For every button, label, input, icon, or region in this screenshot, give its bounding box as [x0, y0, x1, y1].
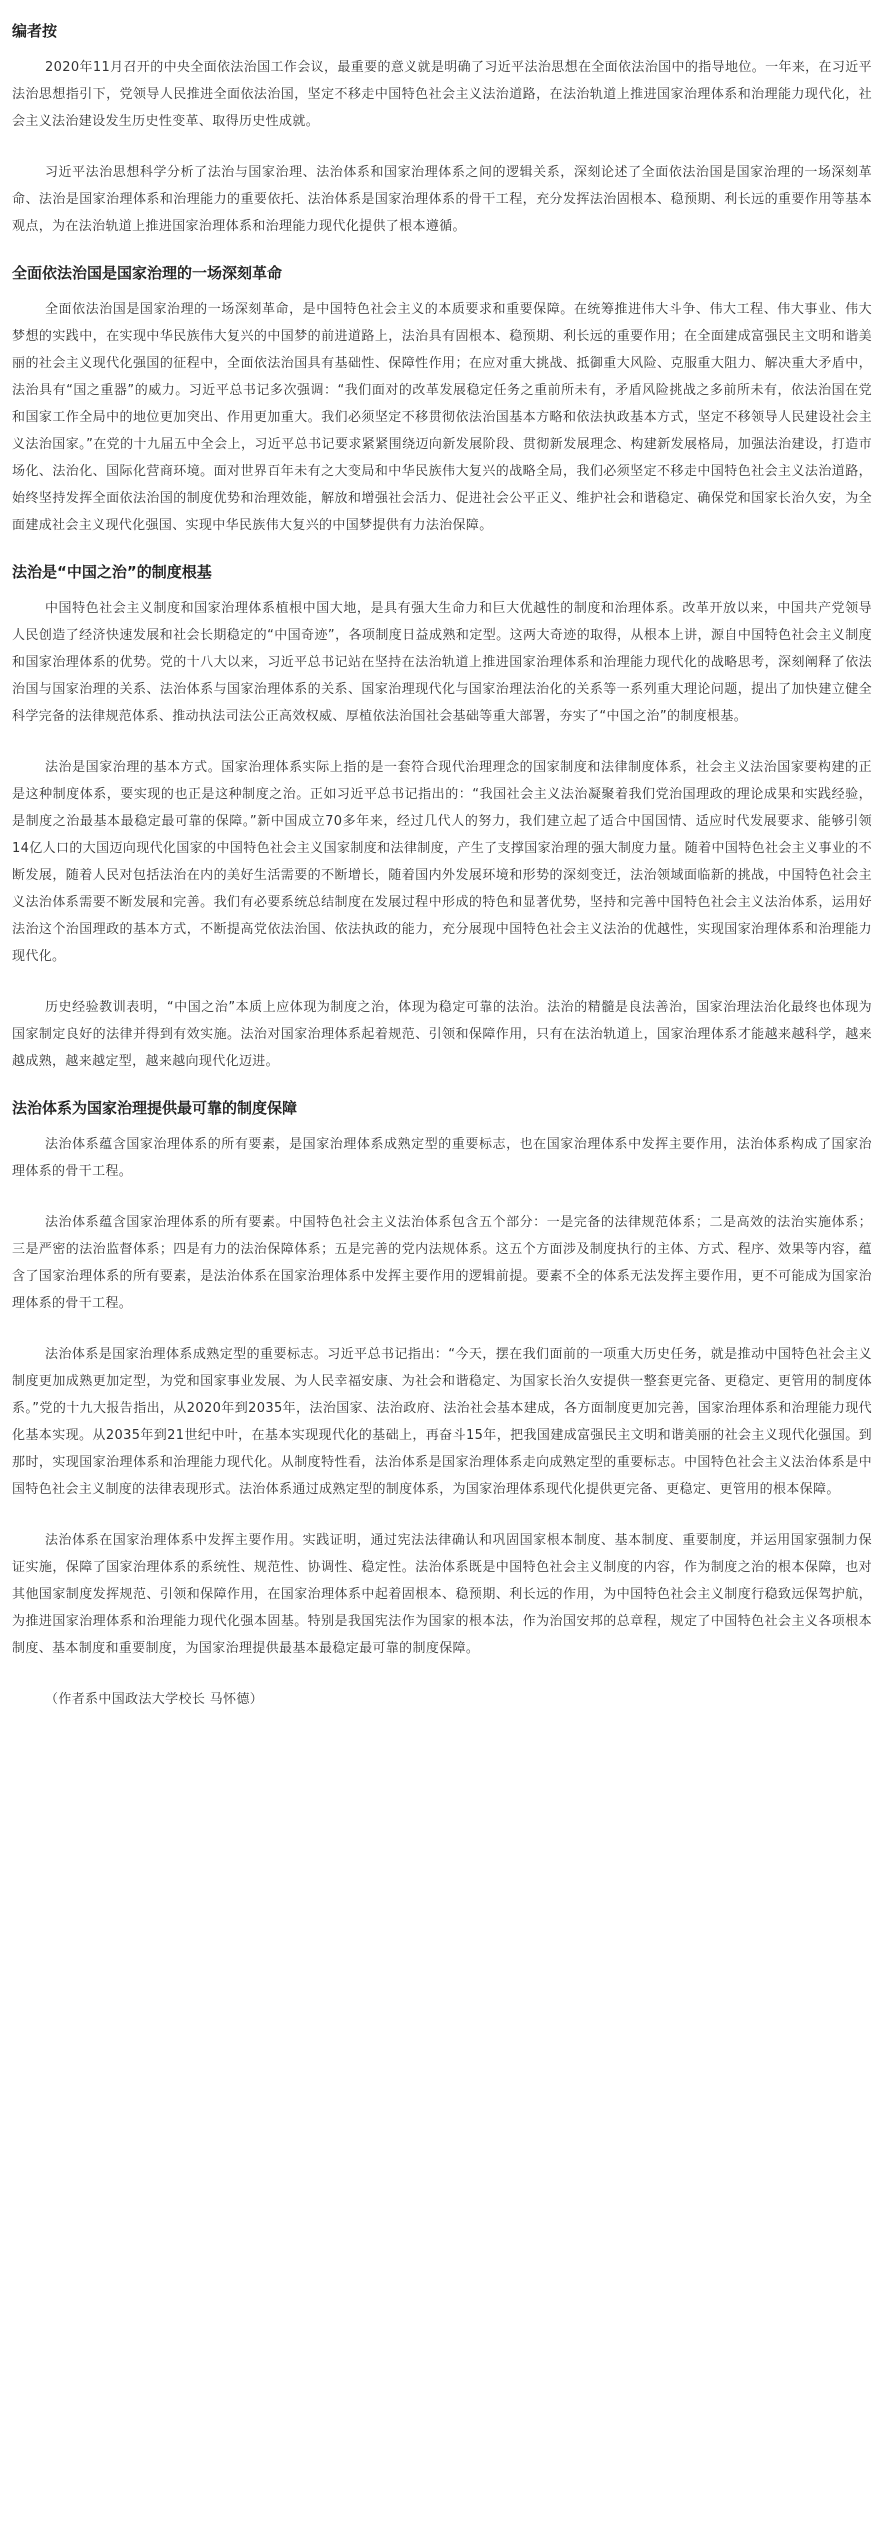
section-2-heading: 法治是“中国之治”的制度根基 — [12, 563, 212, 581]
section-3-paragraph-1: 法治体系蕴含国家治理体系的所有要素，是国家治理体系成熟定型的重要标志，也在国家治理体系中发挥主要作用，法治体系构成了国家治理体系的骨干工程。 — [12, 1137, 872, 1179]
author-byline: （作者系中国政法大学校长 马怀德） — [45, 1692, 264, 1707]
section-2-paragraph-1: 中国特色社会主义制度和国家治理体系植根中国大地，是具有强大生命力和巨大优越性的制度和治理体系。改革开放以来，中国共产党领导人民创造了经济快速发展和社会长期稳定的“中国奇迹”，各项制度日益成熟和定型。这两大奇迹的取得，从根本上讲，源自中国特色社会主义制度和国家治理体系的优势。党的十八大以来，习近平总书记站在坚持在法治轨道上推进国家治理体系和治理能力现代化的战略思考，深刻阐释了依法治国与国家治理的关系、法治体系与国家治理体系的关系、国家治理现代化与国家治理法治化的关系等一系列重大理论问题，提出了加快建立健全科学完备的法律规范体系、推动执法司法公正高效权威、厚植依法治国社会基础等重大部署，夯实了“中国之治”的制度根基。 — [12, 601, 872, 724]
section-3-heading: 法治体系为国家治理提供最可靠的制度保障 — [12, 1099, 298, 1117]
editor-note-paragraph-2: 习近平法治思想科学分析了法治与国家治理、法治体系和国家治理体系之间的逻辑关系，深刻论述了全面依法治国是国家治理的一场深刻革命、法治是国家治理体系和治理能力的重要依托、法治体系是国家治理体系的骨干工程，充分发挥法治固根本、稳预期、利长远的重要作用等基本观点，为在法治轨道上推进国家治理体系和治理能力现代化提供了根本遵循。 — [12, 165, 872, 234]
section-3-paragraph-2: 法治体系蕴含国家治理体系的所有要素。中国特色社会主义法治体系包含五个部分：一是完备的法律规范体系；二是高效的法治实施体系；三是严密的法治监督体系；四是有力的法治保障体系；五是完善的党内法规体系。这五个方面涉及制度执行的主体、方式、程序、效果等内容，蕴含了国家治理体系的所有要素，是法治体系在国家治理体系中发挥主要作用的逻辑前提。要素不全的体系无法发挥主要作用，更不可能成为国家治理体系的骨干工程。 — [12, 1215, 872, 1311]
section-1-heading: 全面依法治国是国家治理的一场深刻革命 — [12, 264, 283, 282]
editor-note-paragraph-1: 2020年11月召开的中央全面依法治国工作会议，最重要的意义就是明确了习近平法治思想在全面依法治国中的指导地位。一年来，在习近平法治思想指引下，党领导人民推进全面依法治国，坚定不移走中国特色社会主义法治道路，在法治轨道上推进国家治理体系和治理能力现代化，社会主义法治建设发生历史性变革、取得历史性成就。 — [12, 60, 872, 129]
section-1-paragraph-1: 全面依法治国是国家治理的一场深刻革命，是中国特色社会主义的本质要求和重要保障。在统筹推进伟大斗争、伟大工程、伟大事业、伟大梦想的实践中，在实现中华民族伟大复兴的中国梦的前进道路上，法治具有固根本、稳预期、利长远的重要作用；在全面建成富强民主文明和谐美丽的社会主义现代化强国的征程中，全面依法治国具有基础性、保障性作用；在应对重大挑战、抵御重大风险、克服重大阻力、解决重大矛盾中，法治具有“国之重器”的威力。习近平总书记多次强调：“我们面对的改革发展稳定任务之重前所未有，矛盾风险挑战之多前所未有，依法治国在党和国家工作全局中的地位更加突出、作用更加重大。我们必须坚定不移贯彻依法治国基本方略和依法执政基本方式，坚定不移领导人民建设社会主义法治国家。”在党的十九届五中全会上，习近平总书记要求紧紧围绕迈向新发展阶段、贯彻新发展理念、构建新发展格局，加强法治建设，打造市场化、法治化、国际化营商环境。面对世界百年未有之大变局和中华民族伟大复兴的战略全局，我们必须坚定不移走中国特色社会主义法治道路，始终坚持发挥全面依法治国的制度优势和治理效能，解放和增强社会活力、促进社会公平正义、维护社会和谐稳定、确保党和国家长治久安，为全面建成社会主义现代化强国、实现中华民族伟大复兴的中国梦提供有力法治保障。 — [12, 302, 872, 533]
section-2-paragraph-3: 历史经验教训表明，“中国之治”本质上应体现为制度之治，体现为稳定可靠的法治。法治的精髓是良法善治，国家治理法治化最终也体现为国家制定良好的法律并得到有效实施。法治对国家治理体系起着规范、引领和保障作用，只有在法治轨道上，国家治理体系才能越来越科学，越来越成熟，越来越定型，越来越向现代化迈进。 — [12, 1000, 872, 1069]
section-3-paragraph-4: 法治体系在国家治理体系中发挥主要作用。实践证明，通过宪法法律确认和巩固国家根本制度、基本制度、重要制度，并运用国家强制力保证实施，保障了国家治理体系的系统性、规范性、协调性、稳定性。法治体系既是中国特色社会主义制度的内容，作为制度之治的根本保障，也对其他国家制度发挥规范、引领和保障作用，在国家治理体系中起着固根本、稳预期、利长远的作用，为中国特色社会主义制度行稳致远保驾护航，为推进国家治理体系和治理能力现代化强本固基。特别是我国宪法作为国家的根本法，作为治国安邦的总章程，规定了中国特色社会主义各项根本制度、基本制度和重要制度，为国家治理提供最基本最稳定最可靠的制度保障。 — [12, 1533, 872, 1656]
section-2-paragraph-2: 法治是国家治理的基本方式。国家治理体系实际上指的是一套符合现代治理理念的国家制度和法律制度体系，社会主义法治国家要构建的正是这种制度体系，要实现的也正是这种制度之治。正如习近平总书记指出的：“我国社会主义法治凝聚着我们党治国理政的理论成果和实践经验，是制度之治最基本最稳定最可靠的保障。”新中国成立70多年来，经过几代人的努力，我们建立起了适合中国国情、适应时代发展要求、能够引领14亿人口的大国迈向现代化国家的中国特色社会主义国家制度和法律制度，产生了支撑国家治理的强大制度力量。随着中国特色社会主义事业的不断发展，随着人民对包括法治在内的美好生活需要的不断增长，随着国内外发展环境和形势的深刻变迁，法治领域面临新的挑战，中国特色社会主义法治体系需要不断发展和完善。我们有必要系统总结制度在发展过程中形成的特色和显著优势，坚持和完善中国特色社会主义法治体系，运用好法治这个治国理政的基本方式，不断提高党依法治国、依法执政的能力，充分展现中国特色社会主义法治的优越性，实现国家治理体系和治理能力现代化。 — [12, 760, 872, 964]
section-3-paragraph-3: 法治体系是国家治理体系成熟定型的重要标志。习近平总书记指出：“今天，摆在我们面前的一项重大历史任务，就是推动中国特色社会主义制度更加成熟更加定型，为党和国家事业发展、为人民幸福安康、为社会和谐稳定、为国家长治久安提供一整套更完备、更稳定、更管用的制度体系。”党的十九大报告指出，从2020年到2035年，法治国家、法治政府、法治社会基本建成，各方面制度更加完善，国家治理体系和治理能力现代化基本实现。从2035年到21世纪中叶，在基本实现现代化的基础上，再奋斗15年，把我国建成富强民主文明和谐美丽的社会主义现代化强国。到那时，实现国家治理体系和治理能力现代化。从制度特性看，法治体系是国家治理体系走向成熟定型的重要标志。中国特色社会主义法治体系是中国特色社会主义制度的法律表现形式。法治体系通过成熟定型的制度体系，为国家治理体系现代化提供更完备、更稳定、更管用的根本保障。 — [12, 1347, 872, 1497]
editor-note-heading: 编者按 — [12, 22, 58, 40]
